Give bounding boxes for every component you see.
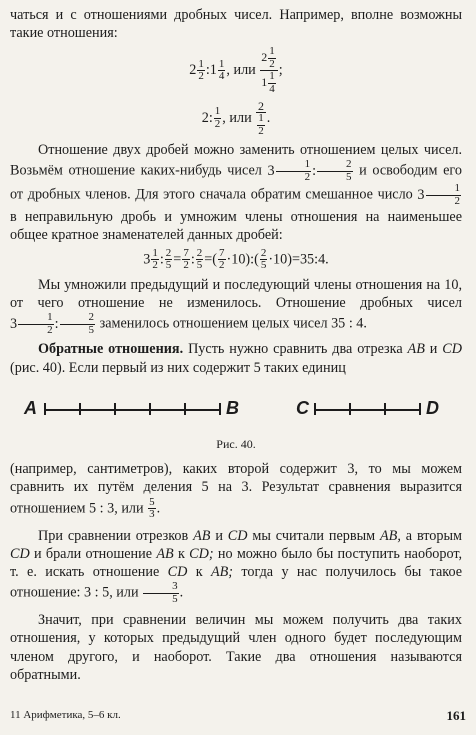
formula-3: 3 $\frac{1}{2}$ : $\frac{2}{5}$ = $\frac{7}{2}$ : $\frac{2}{5}$ =( $\frac{7}{2}$ ·10):( $\frac{2}{5}$ ·10)=35:4. xyxy=(143,246,329,272)
paragraph-2: Отношение двух дробей можно заменить отношением целых чисел. Возьмём отношение каких-нибудь чисел 3 $\frac{1}{2}$ : $\frac{2}{5}$ и освободим его от дробных членов. Для этого сначала обратим смешанное число 3 $\frac{1}{2}$ в неправильную дробь и умножим члены отношения на наименьшее общее кратное знаменателей данных дробей: xyxy=(10,142,462,243)
ratio: 3 $\frac{1}{2}$ : $\frac{2}{5}$ xyxy=(10,311,95,336)
whole: 2 xyxy=(189,62,197,79)
footer-book-title: 11 Арифметика, 5–6 кл. xyxy=(10,709,121,721)
formula-2: 2: $\frac{1}{2}$ , или $\frac{2}{\frac{1}{2}}$ . xyxy=(201,98,271,137)
label-a: A xyxy=(24,397,37,418)
mixed-number: 3 $\frac{1}{2}$ xyxy=(417,182,460,208)
ratio: 3 $\frac{1}{2}$ : $\frac{2}{5}$ xyxy=(267,158,352,183)
paragraph-1: чаться и с отношениями дробных чисел. Например, вполне возможны такие отношения: xyxy=(10,7,462,42)
paragraph-4: Обратные отношения. Пусть нужно сравнить два отрезка AB и CD (рис. 40). Если первый из них содержит 5 таких единиц xyxy=(10,341,463,376)
segment-ab xyxy=(44,409,220,411)
page-body xyxy=(10,6,462,684)
label-d: D xyxy=(426,397,439,418)
figure-40 xyxy=(10,387,462,433)
page-footer xyxy=(10,708,466,725)
section-heading: Обратные отношения. xyxy=(38,341,184,358)
fraction: $\frac{5}{3}$ xyxy=(149,495,155,521)
fraction: $\frac{1}{2}$ xyxy=(198,57,204,83)
paragraph-6: При сравнении отрезков AB и CD мы считали первым AB, а вторым CD и брали отношение AB к CD; но можно было бы поступить наоборот, т. е. искать отношение CD к AB; тогда у нас получилось бы такое отношение: 3 : 5, или $\frac{3}{5}$ . xyxy=(10,527,463,605)
paragraph-3: Мы умножили предыдущий и последующий члены отношения на 10, от чего отношение не изменилось. Отношение дробных чисел 3 $\frac{1}{2}$ : $\frac{2}{5}$ заменилось отношением целых чисел 35 : 4. xyxy=(10,277,462,336)
figure-caption: Рис. 40. xyxy=(216,436,256,451)
paragraph-5: (например, сантиметров), каких второй содержит 3, то мы можем сравнить их путём деления 5 на 3. Результат сравнения выразится отношением 5 : 3, или $\frac{5}{3}$ . xyxy=(10,461,462,521)
complex-fraction: 2 $\frac{1}{2}$ 1 $\frac{1}{4}$ xyxy=(260,46,278,95)
fraction: $\frac{1}{4}$ xyxy=(218,57,225,83)
complex-fraction: $\frac{2}{\frac{1}{2}}$ xyxy=(257,98,264,137)
label-c: C xyxy=(296,397,309,418)
fraction: $\frac{1}{2}$ xyxy=(214,105,221,130)
fraction: $\frac{3}{5}$ xyxy=(143,581,179,605)
segment-cd xyxy=(314,409,420,411)
paragraph-7: Значит, при сравнении величин мы можем получить два таких отношения, у которых предыдущий член одного будет последующим членом другого, и наоборот. Такие два отношения называются обратными. xyxy=(10,612,462,683)
label-b: B xyxy=(226,397,239,418)
formula-1: 2 $\frac{1}{2}$ :1 $\frac{1}{4}$ , или 2 $\frac{1}{2}$ 1 $\frac{1}{4}$ ; xyxy=(189,45,283,95)
page-number: 161 xyxy=(446,708,466,723)
